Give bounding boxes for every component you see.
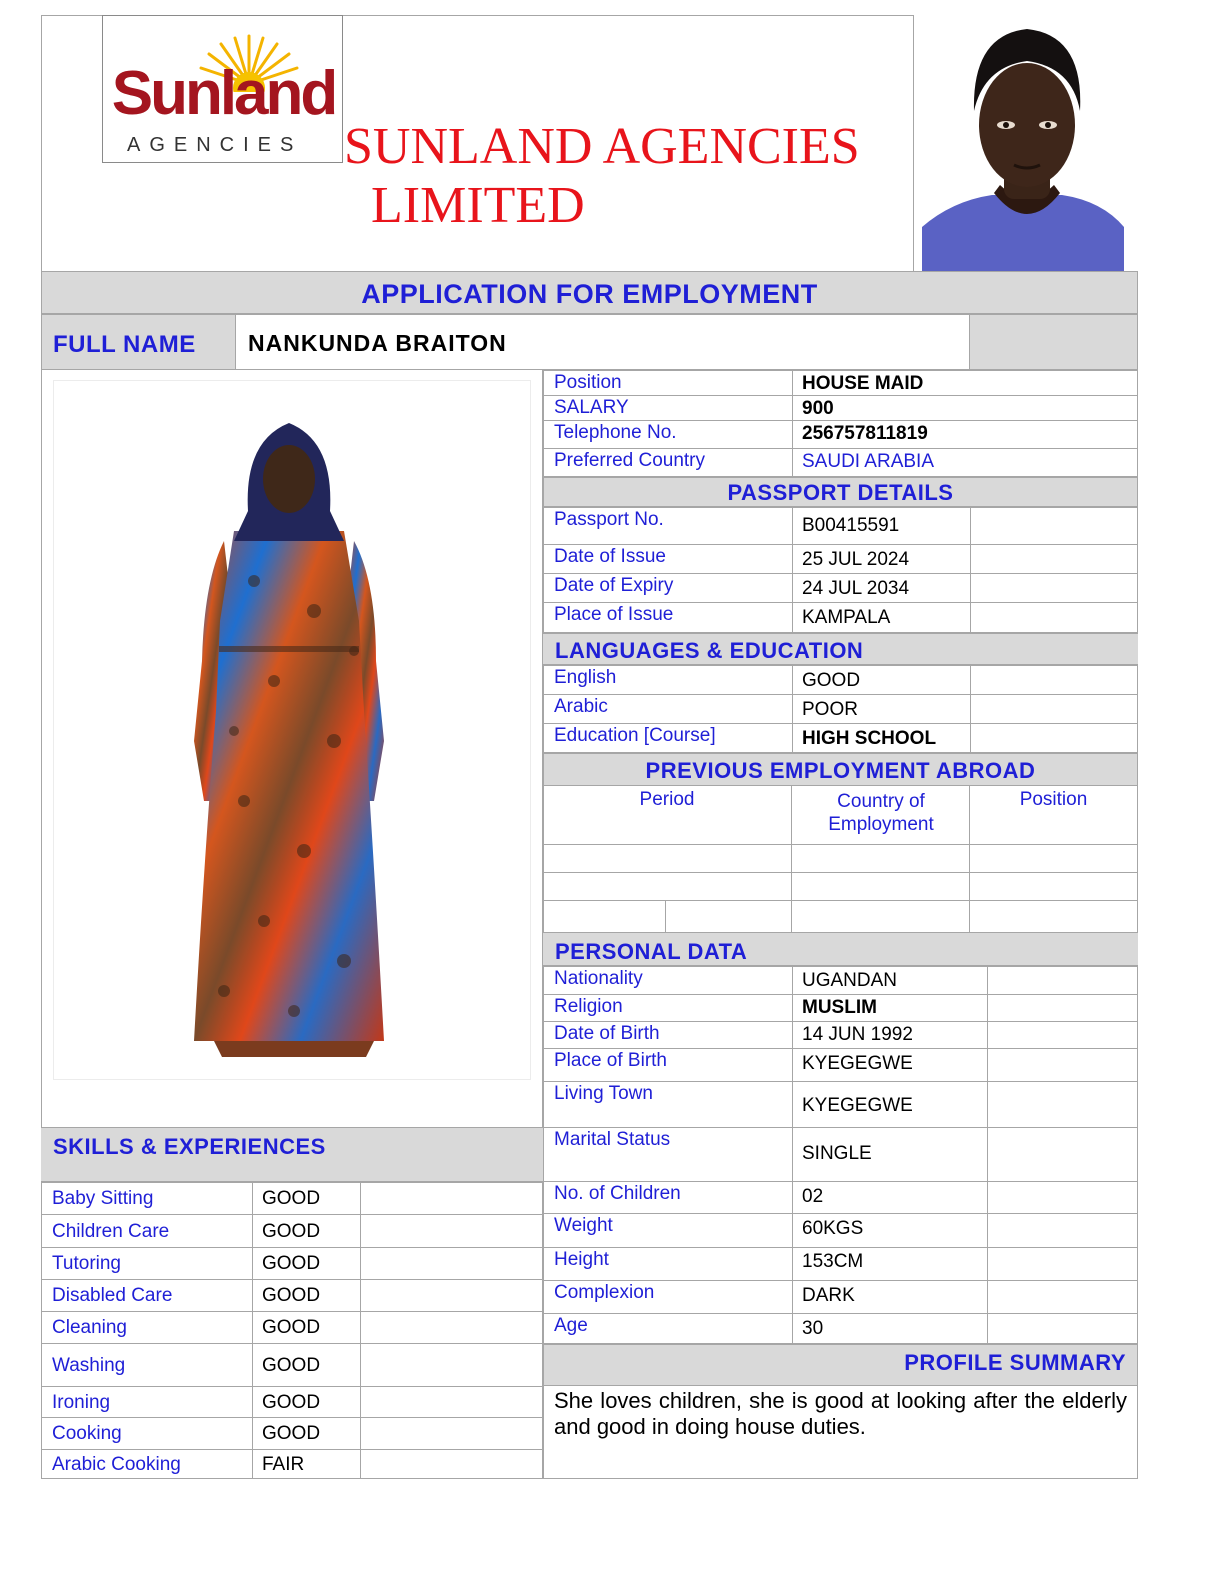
skill-row-value: GOOD: [262, 1355, 321, 1376]
personal-row-label: Complexion: [554, 1282, 655, 1303]
personal-row-label: Living Town: [554, 1083, 653, 1104]
personal-row-label: Weight: [554, 1215, 613, 1236]
skill-row: [41, 1343, 543, 1386]
personal-row: [543, 1081, 1138, 1127]
personal-row-value: MUSLIM: [802, 997, 877, 1018]
passport-row-label: Passport No.: [554, 509, 664, 530]
skill-row: [41, 1182, 543, 1214]
personal-row: [543, 1213, 1138, 1247]
full-name-label: FULL NAME: [53, 331, 196, 358]
personal-row: [543, 1021, 1138, 1048]
skill-row: [41, 1279, 543, 1311]
personal-row: [543, 1181, 1138, 1213]
personal-row-label: Place of Birth: [554, 1050, 667, 1071]
language-row: [543, 694, 1138, 723]
language-row: [543, 723, 1138, 753]
personal-row-label: Nationality: [554, 968, 643, 989]
personal-row: [543, 966, 1138, 994]
personal-row: [543, 1280, 1138, 1313]
skill-row-label: Cooking: [52, 1423, 122, 1444]
passport-row: [543, 602, 1138, 633]
job-row-value: SAUDI ARABIA: [802, 451, 934, 472]
skill-row-value: GOOD: [262, 1423, 321, 1444]
personal-row: [543, 1048, 1138, 1081]
form-title: APPLICATION FOR EMPLOYMENT: [361, 279, 818, 309]
job-row-label: Telephone No.: [554, 422, 677, 443]
job-row: [543, 395, 1138, 420]
job-row-value: HOUSE MAID: [802, 373, 924, 394]
languages-heading: LANGUAGES & EDUCATION: [555, 638, 864, 663]
full-name-value: NANKUNDA BRAITON: [248, 330, 507, 356]
job-row: [543, 448, 1138, 477]
personal-row-value: 30: [802, 1318, 824, 1339]
skill-row-value: GOOD: [262, 1221, 321, 1242]
personal-row-value: 14 JUN 1992: [802, 1024, 913, 1045]
personal-row-value: 02: [802, 1186, 824, 1207]
skill-row-value: GOOD: [262, 1253, 321, 1274]
job-row: [543, 370, 1138, 395]
skill-row: [41, 1311, 543, 1343]
col-header-country: Country of Employment: [828, 791, 934, 835]
full-body-photo: [53, 380, 531, 1080]
personal-row: [543, 1127, 1138, 1181]
skill-row: [41, 1417, 543, 1449]
profile-text: She loves children, she is good at looking after the elderly and good in doing house duties.: [554, 1388, 1127, 1439]
personal-row: [543, 994, 1138, 1021]
skill-row: [41, 1386, 543, 1417]
personal-row-label: Marital Status: [554, 1129, 671, 1150]
passport-row: [543, 507, 1138, 544]
job-row-value: 256757811819: [802, 423, 928, 444]
skill-row-label: Tutoring: [52, 1253, 121, 1274]
company-name-line2: LIMITED: [371, 177, 585, 234]
passport-row-value: 24 JUL 2034: [802, 578, 910, 599]
job-row-label: Preferred Country: [554, 450, 706, 471]
passport-row: [543, 573, 1138, 602]
skill-row-value: GOOD: [262, 1317, 321, 1338]
personal-row-value: SINGLE: [802, 1143, 872, 1164]
skill-row-label: Ironing: [52, 1392, 111, 1413]
skill-row-label: Arabic Cooking: [52, 1454, 181, 1475]
personal-row: [543, 1313, 1138, 1344]
passport-row-label: Date of Expiry: [554, 575, 674, 596]
language-row-value: GOOD: [802, 670, 861, 691]
passport-row-value: 25 JUL 2024: [802, 549, 910, 570]
personal-row-value: UGANDAN: [802, 970, 898, 991]
language-row-label: Arabic: [554, 696, 608, 717]
personal-row: [543, 1247, 1138, 1280]
personal-row-label: Religion: [554, 996, 623, 1017]
skill-row-label: Cleaning: [52, 1317, 127, 1338]
language-row-label: Education [Course]: [554, 725, 716, 746]
skill-row: [41, 1247, 543, 1279]
previous-employment-table: [543, 786, 1138, 933]
skill-row-value: GOOD: [262, 1392, 321, 1413]
skill-row: [41, 1449, 543, 1479]
personal-row-label: Age: [554, 1315, 588, 1336]
profile-heading: PROFILE SUMMARY: [904, 1350, 1126, 1375]
portrait-photo: [913, 15, 1138, 271]
skill-row: [41, 1214, 543, 1247]
skill-row-label: Baby Sitting: [52, 1188, 154, 1209]
job-row-value: 900: [802, 398, 834, 419]
skill-row-value: GOOD: [262, 1285, 321, 1306]
passport-row-value: B00415591: [802, 515, 900, 536]
company-name-line1: SUNLAND AGENCIES: [344, 118, 860, 175]
passport-row-label: Place of Issue: [554, 604, 674, 625]
skill-row-value: GOOD: [262, 1188, 321, 1209]
job-row: [543, 420, 1138, 448]
personal-row-value: DARK: [802, 1285, 855, 1306]
logo-wordmark: Sunland: [111, 59, 336, 128]
personal-row-value: KYEGEGWE: [802, 1095, 913, 1116]
job-row-label: SALARY: [554, 397, 629, 418]
skills-heading: SKILLS & EXPERIENCES: [53, 1134, 326, 1159]
language-row-value: HIGH SCHOOL: [802, 728, 937, 749]
previous-employment-heading: PREVIOUS EMPLOYMENT ABROAD: [645, 758, 1036, 783]
passport-row-value: KAMPALA: [802, 607, 891, 628]
passport-heading: PASSPORT DETAILS: [727, 480, 954, 505]
personal-row-label: Date of Birth: [554, 1023, 660, 1044]
col-header-period: Period: [639, 789, 695, 810]
personal-heading: PERSONAL DATA: [555, 939, 748, 964]
job-row-label: Position: [554, 372, 622, 393]
passport-row: [543, 544, 1138, 573]
company-logo: [102, 15, 343, 163]
skill-row-label: Disabled Care: [52, 1285, 173, 1306]
skill-row-value: FAIR: [262, 1454, 305, 1475]
language-row-value: POOR: [802, 699, 858, 720]
logo-subtitle: AGENCIES: [127, 134, 303, 156]
language-row: [543, 665, 1138, 694]
personal-row-value: KYEGEGWE: [802, 1053, 913, 1074]
col-header-position: Position: [1019, 789, 1088, 810]
passport-row-label: Date of Issue: [554, 546, 666, 567]
skill-row-label: Children Care: [52, 1221, 170, 1242]
personal-row-value: 153CM: [802, 1251, 864, 1272]
personal-row-value: 60KGS: [802, 1218, 864, 1239]
full-name-extra-cell: [969, 314, 1138, 370]
personal-row-label: Height: [554, 1249, 609, 1270]
personal-row-label: No. of Children: [554, 1183, 681, 1204]
language-row-label: English: [554, 667, 617, 688]
skill-row-label: Washing: [52, 1355, 126, 1376]
